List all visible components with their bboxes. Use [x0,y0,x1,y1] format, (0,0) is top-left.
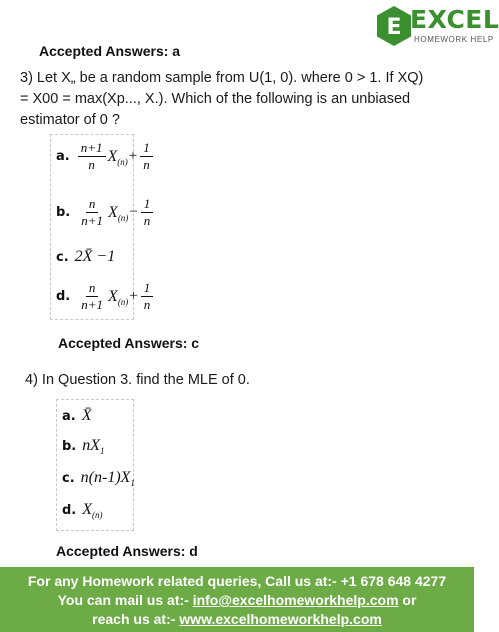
q4-option-c-letter: c. [62,470,75,486]
q4-option-a-letter: a. [62,408,76,424]
question-4: 4) In Question 3. find the MLE of 0. [25,372,250,388]
q4-option-a [62,407,92,425]
q3-option-b-variable: X [108,203,118,221]
q4-option-a-expression: X̄ [81,407,92,424]
website-link[interactable]: www.excelhomeworkhelp.com [179,611,382,627]
question-3-options [56,140,151,320]
q3-option-a-variable: X [107,147,118,165]
q3-option-d-fraction-1: $\frac{n}{n+1}$ [81,280,104,312]
footer-email-prefix: You can mail us at:- [57,592,193,608]
q3-option-a-subscript: (n) [117,156,128,167]
question-3-line-3: estimator of 0 ? [20,112,120,128]
accepted-answer-q4: Accepted Answers: d [56,543,198,559]
q3-option-b-fraction-2: $\frac{1}{n}$ [141,196,154,229]
footer-email-line [0,591,474,610]
q3-option-b-subscript: (n) [117,212,129,223]
question-3 [20,68,460,131]
logo-tagline: HOMEWORK HELP [414,35,494,44]
footer-phone-line: For any Homework related queries, Call us at:- +1 678 648 4277 [27,573,447,589]
question-3-line-2: = X00 = max(Xp..., X.). Which of the following is an unbiased [20,91,411,107]
q4-option-d-subscript: (n) [92,510,103,520]
footer-website-line [0,610,474,629]
logo-brand-text: EXCEL [410,5,499,34]
question-4-options [62,405,134,525]
q3-option-d-letter: d. [56,289,71,304]
q3-option-d [56,280,155,313]
q4-option-b-subscript: 1 [100,446,105,456]
footer-website-prefix: reach us at:- [92,611,180,627]
q3-option-d-operator: + [129,288,138,304]
q4-option-c-subscript: 1 [130,478,135,488]
q4-option-b [62,437,105,455]
q3-option-b-operator: − [129,204,138,220]
q3-option-a-operator: + [128,148,138,164]
q3-option-b-letter: b. [56,205,71,220]
q3-option-c-letter: c. [56,249,69,265]
email-link[interactable]: info@excelhomeworkhelp.com [192,592,399,608]
question-3-line-1: 3) Let X„ be a random sample from U(1, 0). where 0 > 1. If XQ) [20,70,424,86]
q3-option-d-subscript: (n) [117,296,129,307]
q4-option-d-letter: d. [62,502,77,518]
q4-option-d [62,501,103,519]
q3-option-c [56,248,115,266]
q3-option-a-fraction-1: $\frac{n+1}{n}$ [78,140,106,173]
accepted-answer-q2: Accepted Answers: a [39,43,181,59]
footer-email-suffix: or [398,592,417,608]
q3-option-a-letter: a. [56,149,70,164]
q3-option-d-variable: X [108,287,118,305]
q4-option-d-expression: X [82,501,93,518]
q4-option-c [62,469,135,487]
q4-option-b-expression: nX [82,437,101,454]
contact-footer [0,567,474,632]
q3-option-a-fraction-2: $\frac{1}{n}$ [140,140,153,173]
logo-letter: E [386,15,402,40]
q3-option-d-fraction-2: $\frac{1}{n}$ [141,280,154,313]
q4-option-c-expression: n(n-1)X [80,469,131,486]
q3-option-a [56,140,155,173]
q3-option-b-fraction-1: $\frac{n}{n+1}$ [81,196,104,228]
hexagon-logo-icon [376,5,412,47]
accepted-answer-q3: Accepted Answers: c [58,335,200,351]
excel-homework-help-logo [374,2,499,54]
q4-option-b-letter: b. [62,438,77,454]
q3-option-b [56,196,155,229]
q3-option-c-expression: 2X̄ −1 [74,248,116,265]
